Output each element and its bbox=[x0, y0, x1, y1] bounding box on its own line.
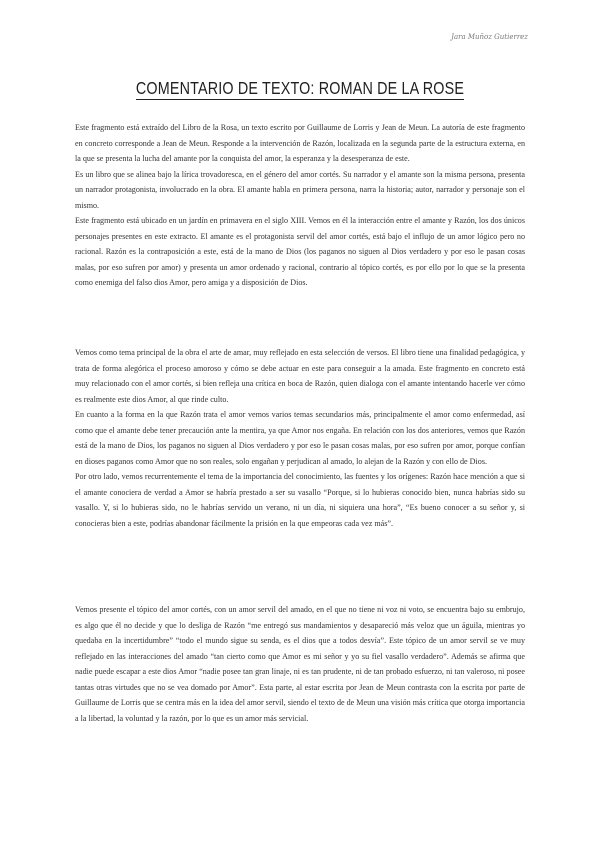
paragraph: Vemos presente el tópico del amor cortés, con un amor servil del amado, en el que no tiene ni voz ni voto, se encuentra bajo su embrujo, es algo que él no decide y que lo desliga de Razón “me entregó sus mandamientos y desapareció más veloz que un águila, mientras yo quedaba en la incertidumbre” “todo el mundo sigue su senda, es el dios que a todos desvía”. Este tópico de un amor servil se ve muy reflejado en las interacciones del amado “tan cierto como que Amor es mi señor y yo su fiel vasallo verdadero”. Además se afirma que nadie puede escapar a este dios Amor “nadie posee tan gran linaje, ni es tan prudente, ni de tan probado esfuerzo, ni tan valeroso, ni posee tantas otras virtudes que no se vea domado por Amor”. Esta parte, al estar escrita por Jean de Meun contrasta con la escrita por parte de Guillaume de Lorris que se centra más en la idea del amor servil, siendo el texto de de Meun una visión más crítica que otorga importancia a la libertad, la voluntad y la razón, por lo que es un amor más servicial. bbox=[75, 605, 525, 723]
paragraph: Este fragmento está ubicado en un jardín en primavera en el siglo XIII. Vemos en él la interacción entre el amante y Razón, los dos únicos personajes presentes en este extracto. El amante es el protagonista servil del amor cortés, está bajo el influjo de un amor lógico pero no racional. Razón es la contraposición a este, está de la mano de Dios (los paganos no siguen al Dios verdadero y por eso le pasan cosas malas, por eso sufren por amor) y presenta un amor ordenado y racional, contrario al tópico cortés, es por ello por lo que se la presenta como enemiga del falso dios Amor, pero amiga y a disposición de Dios. bbox=[75, 216, 525, 287]
paragraph: Por otro lado, vemos recurrentemente el tema de la importancia del conocimiento, las fuentes y los orígenes: Razón hace mención a que si el amante conociera de verdad a Amor se habría prestado a ser su vasallo “Porque, si lo hubieras conocido bien, nunca habrías sido su vasallo. Y, si lo hubieras sido, no le habrías servido un verano, ni un día, ni siquiera una hora”, “Es bueno conocer a su señor y, si conocieras bien a este, podrías abandonar fácilmente la prisión en la que empeoras cada vez más”. bbox=[75, 472, 525, 528]
paragraph: Vemos como tema principal de la obra el arte de amar, muy reflejado en esta selección de versos. El libro tiene una finalidad pedagógica, y trata de forma alegórica el proceso amoroso y cómo se debe actuar en este para conseguir a la amada. Este fragmento en concreto está muy relacionado con el amor cortés, si bien refleja una crítica en boca de Razón, quien dialoga con el amante intentando hacerle ver cómo es realmente este dios Amor, al que rinde culto. bbox=[75, 348, 525, 404]
paragraph: Es un libro que se alinea bajo la lírica trovadoresca, en el género del amor cortés. Su narrador y el amante son la misma persona, presenta un narrador protagonista, involucrado en la obra. El amante habla en primera persona, narra la historia; autor, narrador y personaje son el mismo. bbox=[75, 169, 525, 210]
section-introduction bbox=[75, 120, 525, 291]
title-text: COMENTARIO DE TEXTO: ROMAN DE LA ROSE bbox=[135, 78, 465, 98]
paragraph: Este fragmento está extraído del Libro de la Rosa, un texto escrito por Guillaume de Lorris y Jean de Meun. La autoría de este fragmento en concreto corresponde a Jean de Meun. Responde a la intervención de Razón, localizada en la segunda parte de la estructura externa, en la que se presenta la lucha del amante por la conquista del amor, la esperanza y la desesperanza de este. bbox=[75, 123, 525, 163]
section-themes bbox=[75, 345, 525, 531]
section-courtly-love bbox=[75, 602, 525, 726]
author-header: Jara Muñoz Gutierrez bbox=[451, 33, 528, 41]
paragraph: En cuanto a la forma en la que Razón trata el amor vemos varios temas secundarios más, principalmente el amor como enfermedad, así como que el amante debe tener precaución ante la mentira, ya que Amor nos engaña. En relación con los dos anteriores, vemos que Razón está de la mano de Dios, los paganos no siguen al Dios verdadero y por eso le pasan cosas malas, por eso sufren por amor, porque confían en dioses paganos como Amor que no son reales, solo engañan y perjudican al amado, lo alejan de la Razón y con ello de Dios. bbox=[75, 410, 525, 466]
document-title bbox=[54, 78, 546, 99]
